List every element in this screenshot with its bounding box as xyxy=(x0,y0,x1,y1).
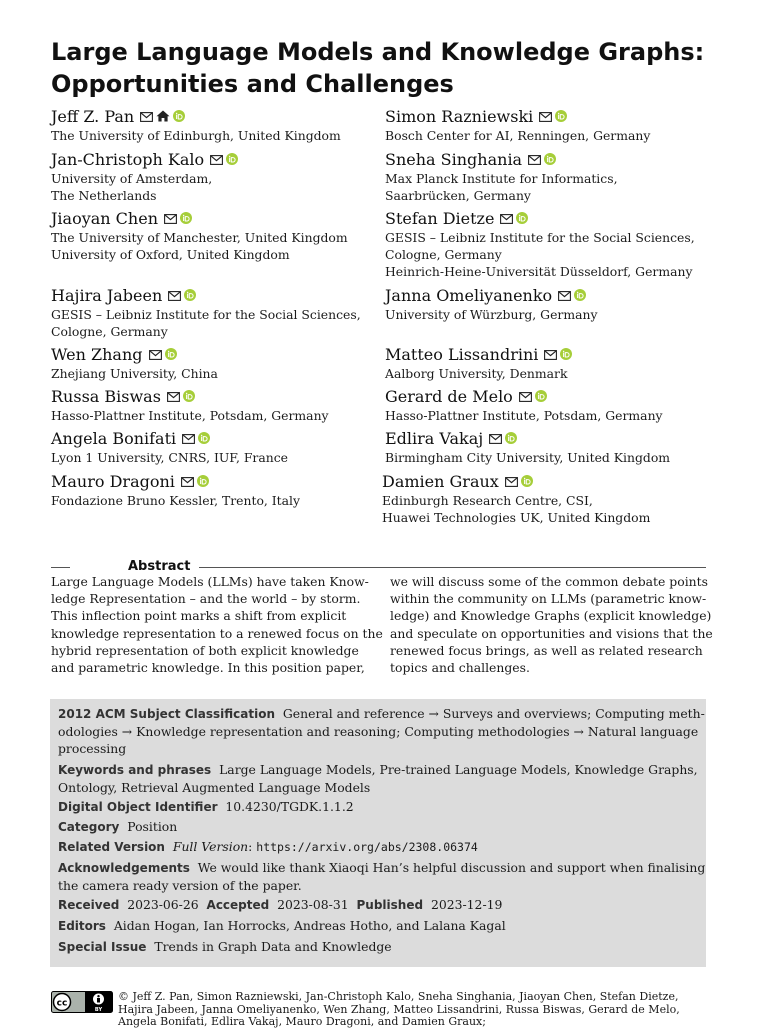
orcid-icon[interactable] xyxy=(173,107,185,127)
author-block xyxy=(51,286,391,340)
envelope-icon[interactable] xyxy=(544,345,557,365)
orcid-icon[interactable] xyxy=(574,286,586,306)
author-affiliation: Lyon 1 University, CNRS, IUF, France xyxy=(51,450,288,465)
related-version: Related Version Full Version: https://arxiv.org/abs/2308.06374 xyxy=(58,839,478,854)
author-affiliation: Zhejiang University, China xyxy=(51,366,218,381)
author-block xyxy=(51,387,391,424)
svg-text:cc: cc xyxy=(56,998,68,1009)
envelope-icon[interactable] xyxy=(489,429,502,449)
orcid-icon[interactable] xyxy=(535,387,547,407)
author-name: Stefan Dietze xyxy=(385,209,495,228)
orcid-icon[interactable] xyxy=(197,472,209,492)
dates: Received 2023-06-26 Accepted 2023-08-31 Published 2023-12-19 xyxy=(58,897,503,912)
author-block xyxy=(51,429,391,466)
author-affiliation: GESIS – Leibniz Institute for the Social Sciences, Cologne, Germany Heinrich-Heine-Universität Düsseldorf, Germany xyxy=(385,230,695,279)
abstract-rule xyxy=(51,560,706,574)
author-affiliation: Birmingham City University, United Kingdom xyxy=(385,450,671,465)
author-name: Jan-Christoph Kalo xyxy=(51,150,205,169)
rule-line xyxy=(51,567,70,568)
author-block xyxy=(51,107,391,144)
author-name: Angela Bonifati xyxy=(51,429,177,448)
envelope-icon[interactable] xyxy=(505,472,518,492)
envelope-icon[interactable] xyxy=(539,107,552,127)
creative-commons-icon[interactable] xyxy=(51,991,113,1013)
doi-link[interactable]: 10.4230/TGDK.1.1.2 xyxy=(225,799,354,814)
abstract-heading: Abstract xyxy=(128,559,191,574)
author-block xyxy=(51,150,391,204)
category: Category Position xyxy=(58,819,178,834)
abstract-column-left: Large Language Models (LLMs) have taken Know- ledge Representation – and the world – by storm. This inflection point marks a shift from explicit knowledge representation to a renewed focus on the hybrid representation of both explicit knowledge and parametric knowledge. In this position paper, xyxy=(51,574,383,676)
orcid-icon[interactable] xyxy=(184,286,196,306)
author-block xyxy=(51,209,391,263)
author-affiliation: University of Würzburg, Germany xyxy=(385,307,598,322)
author-affiliation: Fondazione Bruno Kessler, Trento, Italy xyxy=(51,493,301,508)
orcid-icon[interactable] xyxy=(183,387,195,407)
metadata-box xyxy=(50,699,706,967)
author-block xyxy=(385,345,725,382)
orcid-icon[interactable] xyxy=(516,209,528,229)
author-block xyxy=(385,209,725,280)
orcid-icon[interactable] xyxy=(544,150,556,170)
author-block xyxy=(382,472,722,526)
author-block xyxy=(51,472,391,509)
envelope-icon[interactable] xyxy=(528,150,541,170)
acm-classification: 2012 ACM Subject Classification General and reference → Surveys and overviews; Computing meth- odologies → Knowledge representation and reasoning; Computing methodologies → Natural language processing xyxy=(58,706,705,756)
special-issue: Special Issue Trends in Graph Data and Knowledge xyxy=(58,939,392,954)
author-affiliation: GESIS – Leibniz Institute for the Social Sciences, Cologne, Germany xyxy=(51,307,361,339)
author-name: Edlira Vakaj xyxy=(385,429,484,448)
paper-title xyxy=(51,36,731,100)
author-affiliation: Bosch Center for AI, Renningen, Germany xyxy=(385,128,651,143)
orcid-icon[interactable] xyxy=(555,107,567,127)
envelope-icon[interactable] xyxy=(210,150,223,170)
title-line: Large Language Models and Knowledge Graphs: xyxy=(51,38,705,66)
envelope-icon[interactable] xyxy=(164,209,177,229)
author-affiliation: University of Amsterdam, The Netherlands xyxy=(51,171,213,203)
author-affiliation: Max Planck Institute for Informatics, Saarbrücken, Germany xyxy=(385,171,618,203)
abstract-column-right: we will discuss some of the common debate points within the community on LLMs (parametric know- ledge) and Knowledge Graphs (explicit knowledge) and speculate on opportunities and visions that the renewed focus brings, as well as related research topics and challenges. xyxy=(390,574,713,676)
envelope-icon[interactable] xyxy=(182,429,195,449)
orcid-icon[interactable] xyxy=(505,429,517,449)
author-name: Gerard de Melo xyxy=(385,387,513,406)
envelope-icon[interactable] xyxy=(140,107,153,127)
home-icon[interactable] xyxy=(156,107,170,127)
acknowledgements: Acknowledgements We would like thank Xiaoqi Han’s helpful discussion and support when finalising the camera ready version of the paper. xyxy=(58,860,706,893)
author-name: Jeff Z. Pan xyxy=(51,107,135,126)
copyright-notice: © Jeff Z. Pan, Simon Razniewski, Jan-Christoph Kalo, Sneha Singhania, Jiaoyan Chen, Stefan Dietze, Hajira Jabeen, Janna Omeliyanenko, Wen Zhang, Matteo Lissandrini, Russa Biswas, Gerard de Melo, Angela Bonifati, Edlira Vakaj, Mauro Dragoni, and Damien Graux; xyxy=(118,990,680,1028)
author-affiliation: Hasso-Plattner Institute, Potsdam, Germany xyxy=(385,408,663,423)
doi: Digital Object Identifier 10.4230/TGDK.1.1.2 xyxy=(58,799,354,814)
author-affiliation: The University of Manchester, United Kingdom University of Oxford, United Kingdom xyxy=(51,230,348,262)
keywords: Keywords and phrases Large Language Models, Pre-trained Language Models, Knowledge Graphs, Ontology, Retrieval Augmented Language Models xyxy=(58,762,698,795)
author-affiliation: Hasso-Plattner Institute, Potsdam, Germany xyxy=(51,408,329,423)
envelope-icon[interactable] xyxy=(519,387,532,407)
editors: Editors Aidan Hogan, Ian Horrocks, Andreas Hotho, and Lalana Kagal xyxy=(58,918,506,933)
author-name: Damien Graux xyxy=(382,472,499,491)
arxiv-link[interactable]: https://arxiv.org/abs/2308.06374 xyxy=(256,840,478,854)
envelope-icon[interactable] xyxy=(500,209,513,229)
orcid-icon[interactable] xyxy=(198,429,210,449)
rule-line xyxy=(199,567,706,568)
license-badge-text: BY xyxy=(94,1007,103,1013)
author-name: Hajira Jabeen xyxy=(51,286,163,305)
author-name: Matteo Lissandrini xyxy=(385,345,539,364)
author-name: Jiaoyan Chen xyxy=(51,209,158,228)
author-affiliation: Aalborg University, Denmark xyxy=(385,366,568,381)
author-name: Mauro Dragoni xyxy=(51,472,175,491)
author-affiliation: The University of Edinburgh, United Kingdom xyxy=(51,128,341,143)
author-affiliation: Edinburgh Research Centre, CSI, Huawei Technologies UK, United Kingdom xyxy=(382,493,651,525)
author-block xyxy=(51,345,391,382)
author-name: Simon Razniewski xyxy=(385,107,534,126)
author-block xyxy=(385,429,725,466)
envelope-icon[interactable] xyxy=(168,286,181,306)
author-name: Russa Biswas xyxy=(51,387,161,406)
orcid-icon[interactable] xyxy=(560,345,572,365)
author-block xyxy=(385,150,725,204)
author-block xyxy=(385,286,725,323)
orcid-icon[interactable] xyxy=(165,345,177,365)
author-name: Sneha Singhania xyxy=(385,150,523,169)
title-line: Opportunities and Challenges xyxy=(51,70,454,98)
orcid-icon[interactable] xyxy=(180,209,192,229)
orcid-icon[interactable] xyxy=(521,472,533,492)
author-name: Wen Zhang xyxy=(51,345,143,364)
envelope-icon[interactable] xyxy=(558,286,571,306)
envelope-icon[interactable] xyxy=(181,472,194,492)
envelope-icon[interactable] xyxy=(149,345,162,365)
orcid-icon[interactable] xyxy=(226,150,238,170)
author-block xyxy=(385,387,725,424)
author-block xyxy=(385,107,725,144)
author-name: Janna Omeliyanenko xyxy=(385,286,553,305)
envelope-icon[interactable] xyxy=(167,387,180,407)
